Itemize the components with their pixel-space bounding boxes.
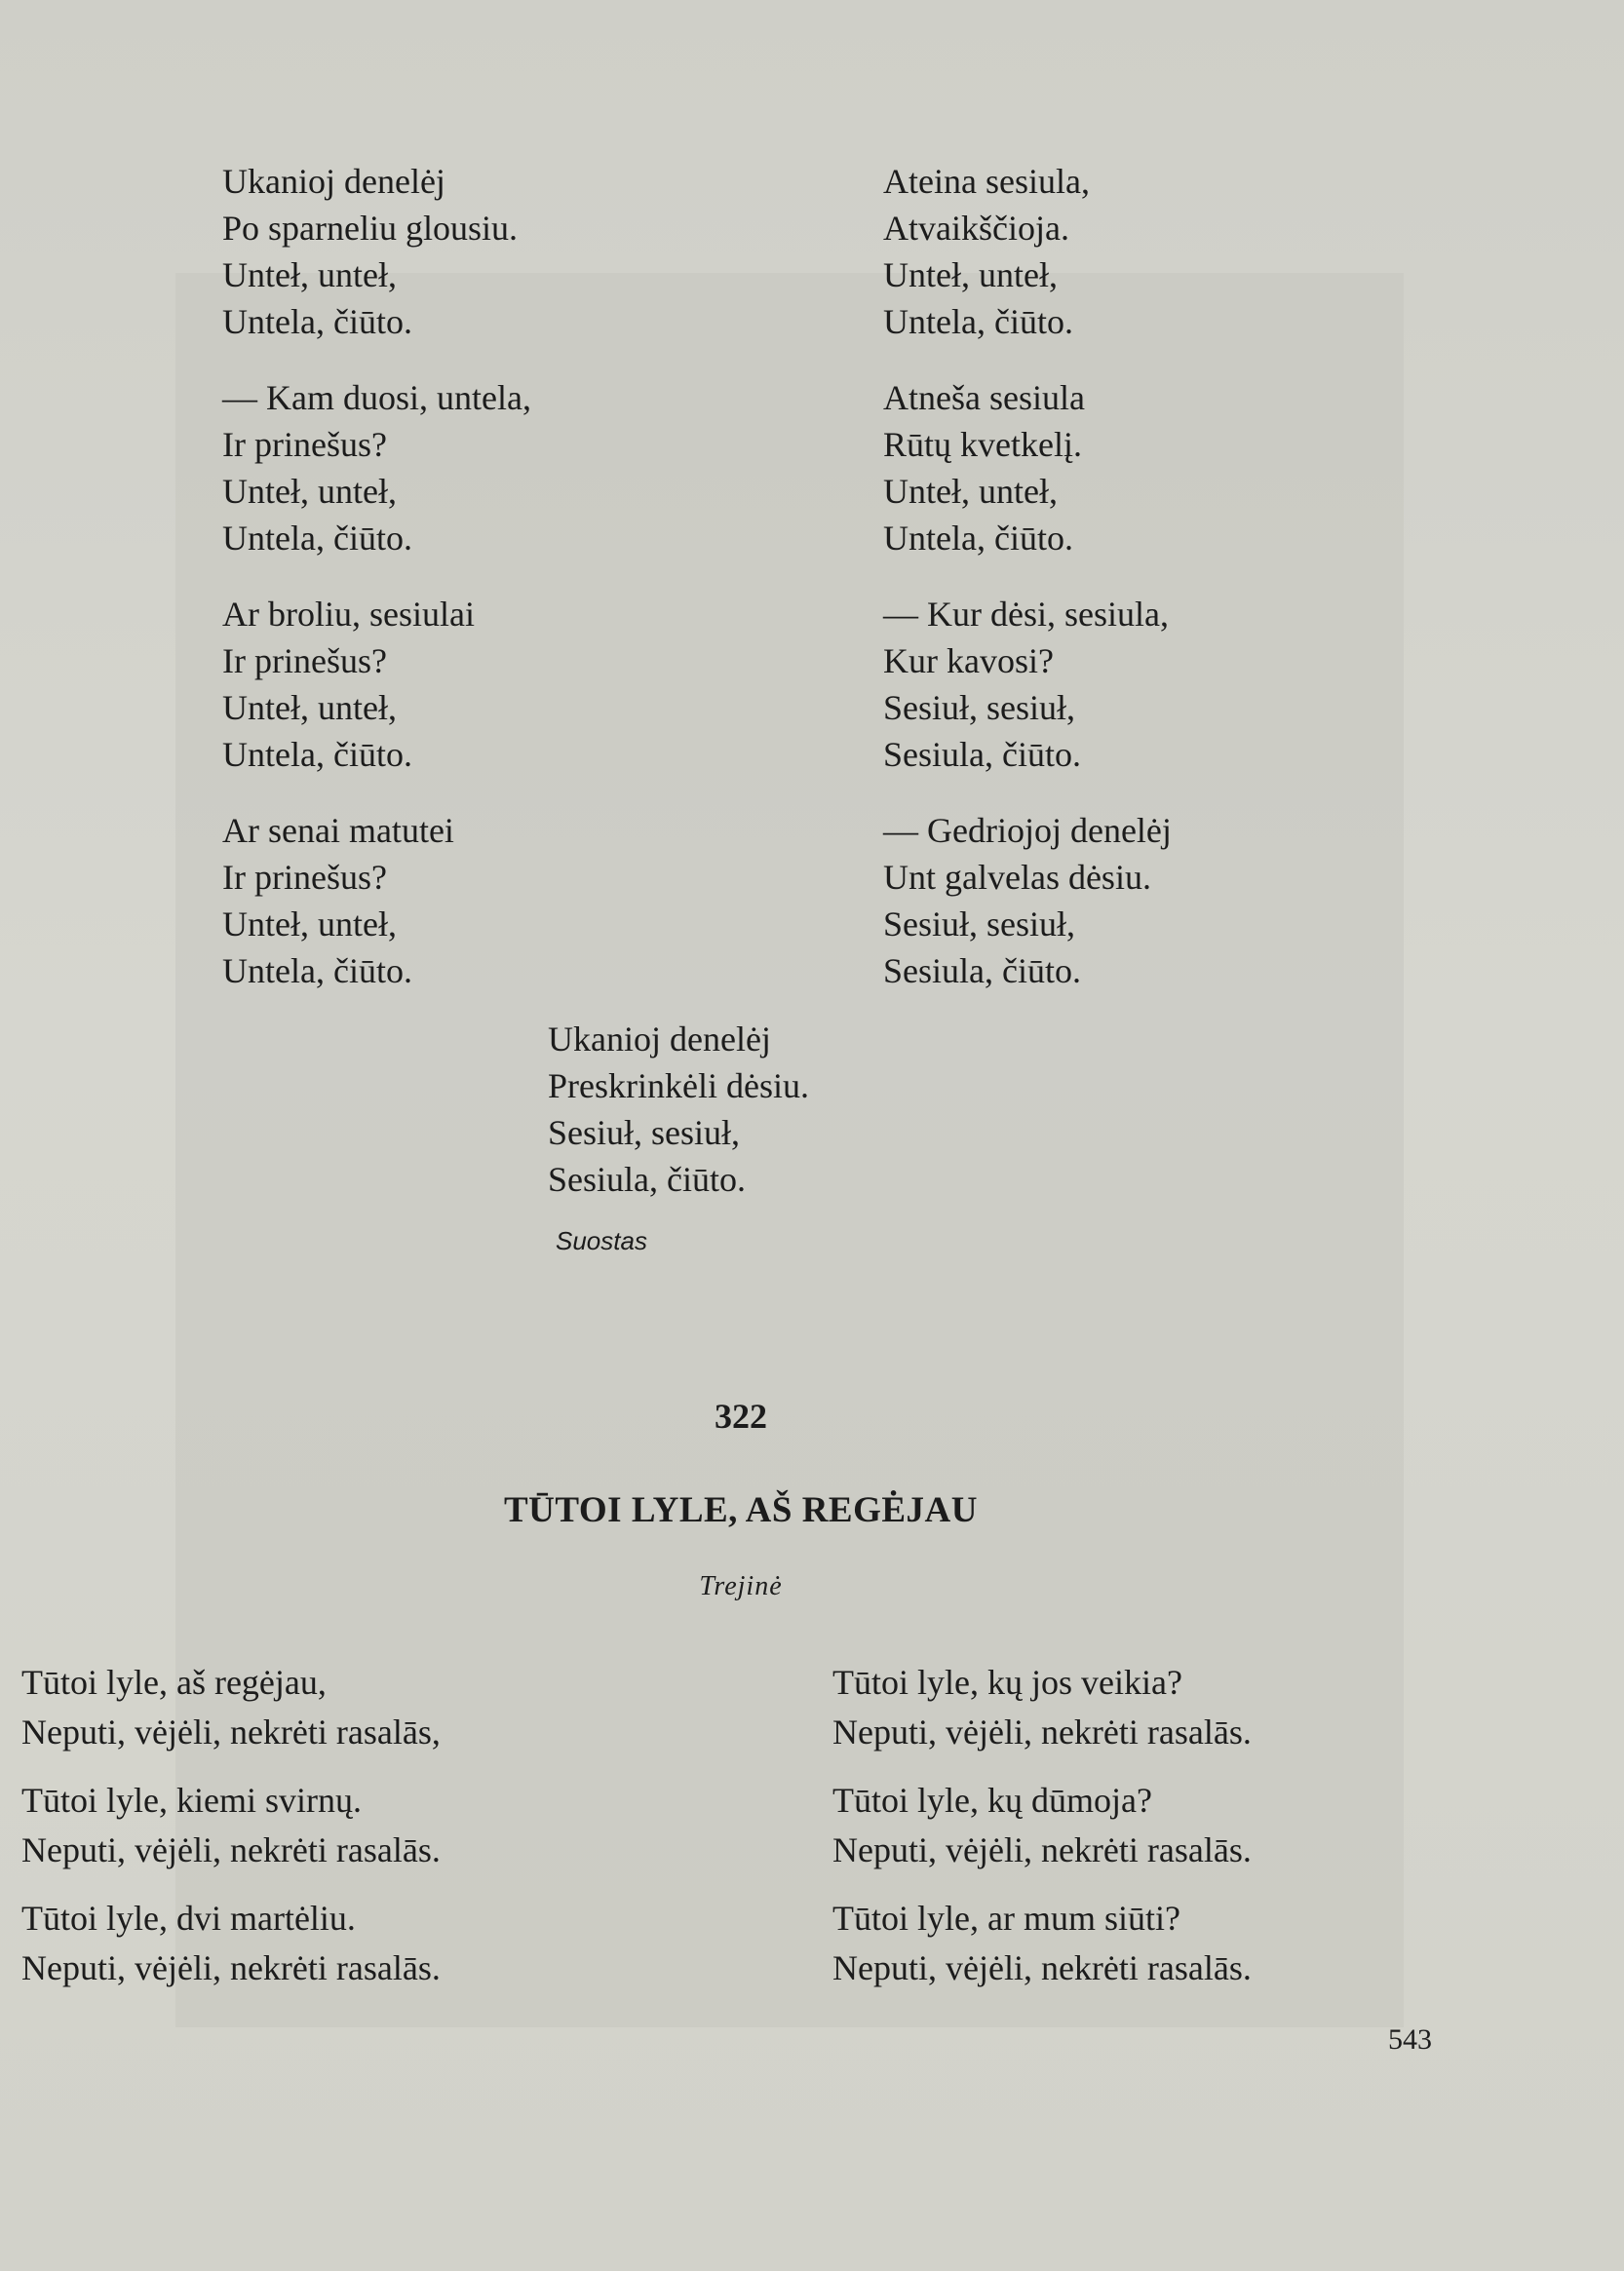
poem-line: Ateina sesiula, xyxy=(883,162,1090,201)
poem-column-right xyxy=(883,158,1172,1023)
poem-line: Neputi, vėjėli, nekrėti rasalās. xyxy=(21,1948,441,1987)
poem-line: Tūtoi lyle, aš regėjau, xyxy=(21,1663,327,1702)
song-column-left xyxy=(21,1658,441,2012)
poem-line: Rūtų kvetkelį. xyxy=(883,425,1082,464)
poem-line: Po sparneliu glousiu. xyxy=(222,209,518,248)
poem-line: Unt galvelas dėsiu. xyxy=(883,858,1151,897)
poem-line: Unteł, unteł, xyxy=(222,905,397,943)
poem-line: Untela, čiūto. xyxy=(222,302,412,341)
poem-line: — Gedriojoj denelėj xyxy=(883,811,1172,850)
poem-line: Unteł, unteł, xyxy=(222,688,397,727)
song-number: 322 xyxy=(715,1397,767,1436)
stanza xyxy=(883,591,1172,778)
poem-center-stanza xyxy=(548,1016,809,1203)
stanza xyxy=(832,1894,1252,1993)
poem-line: Unteł, unteł, xyxy=(883,255,1058,294)
stanza xyxy=(883,158,1172,345)
poem-line: Sesiula, čiūto. xyxy=(883,951,1081,990)
poem-line: Tūtoi lyle, ar mum siūti? xyxy=(832,1899,1180,1938)
stanza xyxy=(222,158,531,345)
poem-line: — Kur dėsi, sesiula, xyxy=(883,595,1169,634)
stanza xyxy=(21,1776,441,1875)
poem-line: Atvaikščioja. xyxy=(883,209,1069,248)
poem-line: Atneša sesiula xyxy=(883,378,1085,417)
poem-line: Unteł, unteł, xyxy=(222,472,397,511)
poem-line: — Kam duosi, untela, xyxy=(222,378,531,417)
poem-line: Ukanioj denelėj xyxy=(222,162,445,201)
poem-line: Sesiuł, sesiuł, xyxy=(883,905,1076,943)
poem-line: Sesiuł, sesiuł, xyxy=(548,1113,741,1152)
poem-line: Ir prinešus? xyxy=(222,858,387,897)
stanza xyxy=(832,1658,1252,1757)
poem-line: Neputi, vėjėli, nekrėti rasalās. xyxy=(21,1830,441,1869)
poem-line: Untela, čiūto. xyxy=(222,735,412,774)
stanza xyxy=(883,807,1172,994)
stanza xyxy=(21,1894,441,1993)
poem-line: Untela, čiūto. xyxy=(883,519,1073,558)
stanza xyxy=(832,1776,1252,1875)
poem-line: Tūtoi lyle, kų dūmoja? xyxy=(832,1781,1152,1820)
song-subtitle: Trejinė xyxy=(699,1571,783,1601)
poem-line: Unteł, unteł, xyxy=(883,472,1058,511)
song-column-right xyxy=(832,1658,1252,2012)
poem-line: Unteł, unteł, xyxy=(222,255,397,294)
poem-line: Neputi, vėjėli, nekrėti rasalās, xyxy=(21,1713,441,1751)
poem-line: Ar broliu, sesiulai xyxy=(222,595,475,634)
poem-line: Kur kavosi? xyxy=(883,641,1054,680)
poem-line: Neputi, vėjėli, nekrėti rasalās. xyxy=(832,1948,1252,1987)
poem-line: Tūtoi lyle, dvi martėliu. xyxy=(21,1899,356,1938)
stanza xyxy=(883,374,1172,561)
stanza xyxy=(222,591,531,778)
poem-line: Ukanioj denelėj xyxy=(548,1020,771,1059)
poem-line: Preskrinkėli dėsiu. xyxy=(548,1066,809,1105)
poem-line: Untela, čiūto. xyxy=(222,951,412,990)
song-title: TŪTOI LYLE, AŠ REGĖJAU xyxy=(503,1490,978,1530)
poem-line: Sesiula, čiūto. xyxy=(883,735,1081,774)
poem-column-left xyxy=(222,158,531,1023)
stanza xyxy=(222,374,531,561)
poem-line: Sesiula, čiūto. xyxy=(548,1160,746,1199)
poem-line: Tūtoi lyle, kiemi svirnų. xyxy=(21,1781,362,1820)
poem-line: Tūtoi lyle, kų jos veikia? xyxy=(832,1663,1182,1702)
stanza xyxy=(222,807,531,994)
poem-line: Ir prinešus? xyxy=(222,425,387,464)
poem-line: Sesiuł, sesiuł, xyxy=(883,688,1076,727)
stanza xyxy=(21,1658,441,1757)
poem-line: Untela, čiūto. xyxy=(222,519,412,558)
poem-line: Ar senai matutei xyxy=(222,811,454,850)
poem-line: Untela, čiūto. xyxy=(883,302,1073,341)
poem-line: Neputi, vėjėli, nekrėti rasalās. xyxy=(832,1830,1252,1869)
author-name: Suostas xyxy=(556,1226,647,1255)
page-number: 543 xyxy=(1388,2023,1432,2056)
poem-line: Ir prinešus? xyxy=(222,641,387,680)
poem-line: Neputi, vėjėli, nekrėti rasalās. xyxy=(832,1713,1252,1751)
